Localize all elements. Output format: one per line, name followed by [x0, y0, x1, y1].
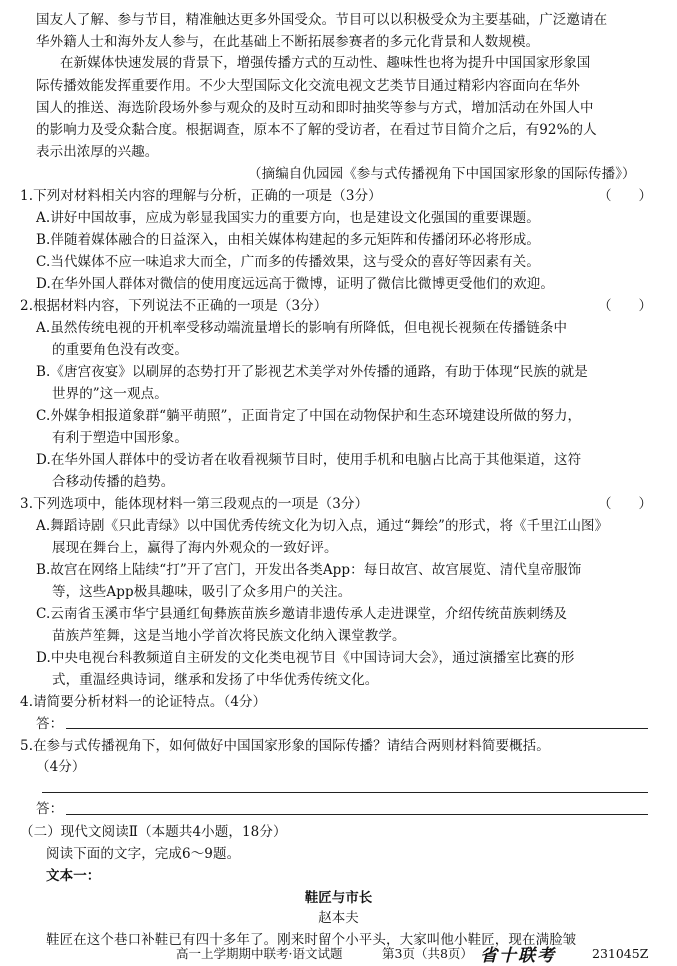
question-2-stem: 2.根据材料内容，下列说法不正确的一项是（3分） [20, 298, 328, 314]
footer-exam-title: 高一上学期期中联考·语文试题 [176, 946, 343, 961]
footer-page-number: 第3页（共8页） [382, 946, 473, 961]
passage-line: 在新媒体快速发展的背景下，增强传播方式的互动性、趣味性也将为提升中国国家形象国 [60, 55, 591, 71]
passage-line: 国友人了解、参与节目，精准触达更多外国受众。节目可以以积极受众为主要基础，广泛邀请在 [36, 12, 608, 28]
question-3-option-b: B.故宫在网络上陆续“打”开了宫门，开发出各类App：每日故宫、故宫展览、清代皇帝服饰 [36, 562, 582, 578]
question-3-answer-paren[interactable]: （ ） [598, 496, 652, 512]
question-1-option-d: D.在华外国人群体对微信的使用度远远高于微博，证明了微信比微博更受他们的欢迎。 [36, 276, 555, 292]
question-5-stem-points: （4分） [36, 759, 86, 775]
question-2-answer-paren[interactable]: （ ） [598, 298, 652, 314]
question-3-option-b-cont: 等，这些App极具趣味，吸引了众多用户的关注。 [52, 584, 352, 600]
footer-brand-logo: 省十联考 [480, 946, 556, 966]
question-5-answer-label: 答： [36, 801, 64, 817]
story-title: 鞋匠与市长 [304, 890, 373, 906]
question-4-answer-label: 答： [36, 716, 64, 732]
question-2-option-d: D.在华外国人群体中的受访者在收看视频节目时，使用手机和电脑占比高于其他渠道，这符 [36, 452, 582, 468]
question-3-option-c: C.云南省玉溪市华宁县通红甸彝族苗族乡邀请非遗传承人走进课堂，介绍传统苗族刺绣及 [36, 606, 568, 622]
question-3-option-a-cont: 展现在舞台上，赢得了海内外观众的一致好评。 [52, 540, 338, 556]
footer-code: 231045Z [592, 946, 649, 961]
text-label: 文本一： [46, 868, 101, 884]
question-1-option-a: A.讲好中国故事，应成为彰显我国实力的重要方向，也是建设文化强国的重要课题。 [36, 210, 540, 226]
story-first-line: 鞋匠在这个巷口补鞋已有四十多年了。刚来时留个小平头，大家叫他小鞋匠，现在满脸皱 [46, 932, 577, 948]
question-2-option-a-cont: 的重要角色没有改变。 [52, 342, 188, 358]
question-2-option-c-cont: 有利于塑造中国形象。 [52, 430, 188, 446]
passage-source: （摘编自仇园园《参与式传播视角下中国国家形象的国际传播》） [248, 166, 636, 182]
question-3-stem: 3.下列选项中，能体现材料一第三段观点的一项是（3分） [20, 496, 369, 512]
question-3-option-c-cont: 苗族芦笙舞，这是当地小学首次将民族文化纳入课堂教学。 [52, 628, 406, 644]
section-instruction: 阅读下面的文字，完成6～9题。 [46, 846, 241, 862]
question-3-option-d-cont: 式，重温经典诗词，继承和发扬了中华优秀传统文化。 [52, 672, 379, 688]
question-3-option-a: A.舞蹈诗剧《只此青绿》以中国优秀传统文化为切入点，通过“舞绘”的形式，将《千里江山图》 [36, 518, 609, 534]
question-1-option-b: B.伴随着媒体融合的日益深入，由相关媒体构建起的多元矩阵和传播闭环必将形成。 [36, 232, 541, 248]
question-5-answer-line-2[interactable] [66, 814, 648, 815]
question-4-stem: 4.请简要分析材料一的论证特点。（4分） [20, 694, 267, 710]
question-5-stem: 5.在参与式传播视角下，如何做好中国国家形象的国际传播？请结合两则材料简要概括。 [20, 738, 550, 754]
question-2-option-a: A.虽然传统电视的开机率受移动端流量增长的影响有所降低，但电视长视频在传播链条中 [36, 320, 568, 336]
question-4-answer-line[interactable] [66, 728, 648, 729]
question-2-option-c: C.外媒争相报道象群“躺平萌照”，正面肯定了中国在动物保护和生态环境建设所做的努力， [36, 408, 582, 424]
passage-line: 的影响力及受众黏合度。根据调查，原本不了解的受访者，在看过节目简介之后，有92%的人 [36, 122, 597, 138]
question-5-answer-line-1[interactable] [42, 792, 648, 793]
story-author: 赵本夫 [318, 910, 359, 926]
passage-line: 华外籍人士和海外友人参与，在此基础上不断拓展参赛者的多元化背景和人数规模。 [36, 34, 540, 50]
question-1-answer-paren[interactable]: （ ） [598, 188, 652, 204]
question-2-option-d-cont: 合移动传播的趋势。 [52, 474, 175, 490]
question-1-option-c: C.当代媒体不应一味追求大而全，广而多的传播效果，这与受众的喜好等因素有关。 [36, 254, 540, 270]
passage-line: 国人的推送、海选阶段场外参与观众的及时互动和即时抽奖等参与方式，增加活动在外国人中 [36, 100, 594, 116]
question-1-stem: 1.下列对材料相关内容的理解与分析，正确的一项是（3分） [20, 188, 382, 204]
question-2-option-b: B.《唐宫夜宴》以刷屏的态势打开了影视艺术美学对外传播的通路，有助于体现“民族的就是 [36, 364, 588, 380]
section-heading: （二）现代文阅读Ⅱ（本题共4小题，18分） [20, 824, 287, 840]
question-3-option-d: D.中央电视台科教频道自主研发的文化类电视节目《中国诗词大会》，通过演播室比赛的形 [36, 650, 575, 666]
passage-line: 际传播效能发挥重要作用。不少大型国际文化交流电视文艺类节目通过精彩内容面向在华外 [36, 78, 580, 94]
passage-line: 表示出浓厚的兴趣。 [36, 144, 159, 160]
question-2-option-b-cont: 世界的”这一观点。 [52, 386, 168, 402]
